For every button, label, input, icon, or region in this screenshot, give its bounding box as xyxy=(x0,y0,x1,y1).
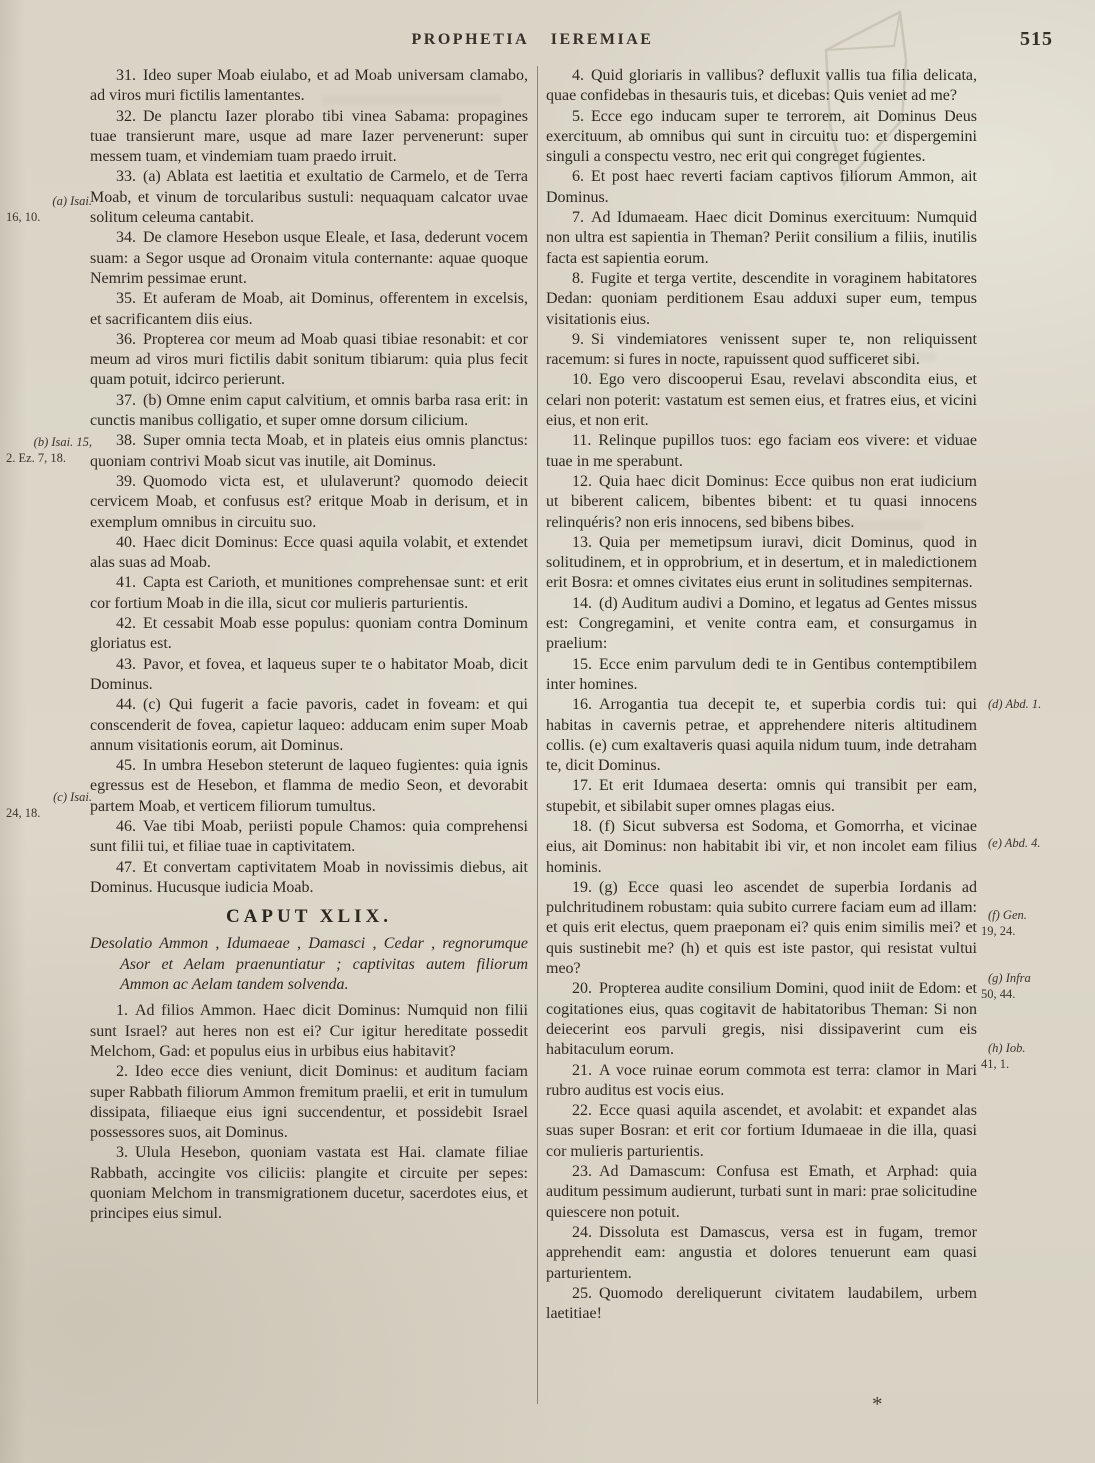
chapter-48-verses xyxy=(90,66,528,898)
verse-text: In umbra Hesebon steterunt de laqueo fugientes: quia ignis egressus est de Hesebon, et flamma de medio Seon, et devorabit partem Moab, et verticem filiorum tumultus. xyxy=(90,757,528,815)
verse-text: Ad filios Ammon. Haec dicit Dominus: Numquid non filii sunt Israel? aut heres non est ei? Cur igitur hereditate possedit Melchom, Gad: et populus eius in urbibus eius habitavit? xyxy=(90,1002,528,1060)
margin-note-f xyxy=(981,908,1091,939)
verse xyxy=(90,107,528,168)
verse-text: Et auferam de Moab, ait Dominus, offerentem in excelsis, et sacrificantem diis eius. xyxy=(90,290,528,328)
verse xyxy=(90,756,528,817)
verse xyxy=(90,858,528,899)
verse-number: 15. xyxy=(572,655,592,673)
margin-note-reference: 16, 10. xyxy=(6,209,41,224)
verse-text: Et convertam captivitatem Moab in novissimis diebus, ait Dominus. Hucusque iudicia Moab. xyxy=(90,858,528,896)
margin-note-reference: (a) Isai. xyxy=(52,194,92,208)
verse-number: 47. xyxy=(116,858,136,876)
verse xyxy=(546,1223,977,1284)
verse-text: Ecce ego inducam super te terrorem, ait Dominus Deus exercituum, ab omnibus qui sunt in circuitu tuo: et dispergemini singuli a conspectu vestro, nec erit qui congreget fugientes. xyxy=(546,107,977,166)
verse-number: 42. xyxy=(116,615,136,633)
verse-number: 44. xyxy=(116,696,136,714)
verse xyxy=(546,594,977,655)
chapter-summary: Desolatio Ammon , Idumaeae , Damasci , Cedar , regnorumque Asor et Aelam praenuntiatur ; captivitas autem filiorum Ammon ac Aelam tandem solvenda. xyxy=(90,935,528,994)
page-number: 515 xyxy=(1020,28,1053,50)
verse xyxy=(90,614,528,655)
verse-text: Et cessabit Moab esse populus: quoniam contra Dominum gloriatus est. xyxy=(90,615,528,653)
verse-text: A voce ruinae eorum commota est terra: clamor in Mari rubro auditus est vocis eius. xyxy=(546,1061,977,1099)
verse-text: Ulula Hesebon, quoniam vastata est Hai. clamate filiae Rabbath, accingite vos ciliciis: plangite et circuite per sepes: quoniam Melchom in transmigrationem ducetur, sacerdotes eius, et principes eius simul. xyxy=(90,1144,528,1223)
verse xyxy=(546,208,977,269)
verse-text: Haec dicit Dominus: Ecce quasi aquila volabit, et extendet alas suas ad Moab. xyxy=(90,533,528,572)
verse-text: Dissoluta est Damascus, versa est in fugam, tremor apprehendit eam: angustia et dolores tenuerunt eam quasi parturientem. xyxy=(546,1223,977,1282)
verse-number: 16. xyxy=(572,696,592,714)
verse-text: Quia per memetipsum iuravi, dicit Dominus, quod in solitudinem, et in opprobrium, et in desertum, et in maledictionem erit Bosra: et omnes civitates eius erunt in solitudines sempiternas. xyxy=(546,533,977,592)
verse-number: 2. xyxy=(116,1063,128,1081)
verse xyxy=(546,472,977,533)
verse-text: Relinque pupillos tuos: ego faciam eos vivere: et viduae tuae in me sperabunt. xyxy=(546,432,977,470)
verse-number: 14. xyxy=(572,594,592,612)
verse xyxy=(90,695,528,756)
verse-text: Capta est Carioth, et munitiones comprehensae sunt: et erit cor fortium Moab in die illa, sicut cor mulieris parturientis. xyxy=(90,574,528,612)
verse-number: 37. xyxy=(116,391,136,409)
margin-note-g xyxy=(981,971,1091,1002)
verse xyxy=(546,269,977,330)
verse xyxy=(90,431,528,472)
verse-number: 21. xyxy=(572,1061,592,1079)
verse-number: 11. xyxy=(572,432,592,450)
verse-text: Si vindemiatores venissent super te, non reliquissent racemum: si fures in nocte, rapuissent quod sufficeret sibi. xyxy=(546,330,977,369)
verse-number: 18. xyxy=(572,817,592,835)
verse-text: Ad Idumaeam. Haec dicit Dominus exercituum: Numquid non ultra est sapientia in Theman? Periit consilium a filiis, inutilis facta est sapientia eorum. xyxy=(546,209,977,267)
verse xyxy=(90,472,528,533)
margin-note-reference: 24, 18. xyxy=(6,805,41,820)
running-header xyxy=(90,28,1053,50)
margin-note-reference: 41, 1. xyxy=(981,1056,1010,1071)
margin-note-b xyxy=(6,435,92,466)
verse-number: 23. xyxy=(572,1163,592,1181)
verse-text: Quomodo dereliquerunt civitatem laudabilem, urbem laetitiae! xyxy=(546,1284,977,1323)
verse xyxy=(90,817,528,858)
verse-text: Propterea audite consilium Domini, quod iniit de Edom: et cogitationes eius, quas cogitavit de habitatoribus Theman: Si non deiecerint eos parvuli gregis, nisi dissipaverint cum eis habitaculum eorum. xyxy=(546,980,977,1059)
verse-number: 33. xyxy=(116,168,136,186)
verse xyxy=(546,330,977,371)
verse-number: 38. xyxy=(116,432,136,450)
chapter-49-verses-left xyxy=(90,1001,528,1224)
verse-text: Quid gloriaris in vallibus? defluxit vallis tua filia delicata, quae confidebas in thesauris tuis, et dicebas: Quis veniet ad me? xyxy=(546,67,977,105)
margin-note-reference: 19, 24. xyxy=(981,923,1016,938)
verse-text: Et post haec reverti faciam captivos filiorum Ammon, ait Dominus. xyxy=(546,168,977,206)
verse xyxy=(546,776,977,817)
verse-text: Quia haec dicit Dominus: Ecce quibus non erat iudicium ut biberent calicem, bibentes bibent: et tu quasi innocens relinquéris? non eris innocens, sed bibens bibes. xyxy=(546,472,977,531)
verse xyxy=(546,1101,977,1162)
verse-number: 24. xyxy=(572,1223,592,1241)
verse-text: Vae tibi Moab, periisti popule Chamos: quia comprehensi sunt filii tui, et filiae tuae in captivitatem. xyxy=(90,817,528,856)
verse-number: 9. xyxy=(572,330,584,348)
margin-note-reference: (e) Abd. 4. xyxy=(988,836,1041,850)
margin-note-reference: (d) Abd. 1. xyxy=(988,697,1042,711)
verse-number: 43. xyxy=(116,655,136,673)
verse-text: Ego vero discooperui Esau, revelavi abscondita eius, et celari non poterit: vastatum est semen eius, et fratres eius, et vicini eius, et non erit. xyxy=(546,371,977,430)
verse-number: 35. xyxy=(116,290,136,308)
verse xyxy=(546,1284,977,1325)
verse-number: 4. xyxy=(572,67,584,84)
verse xyxy=(546,979,977,1060)
margin-note-reference: (c) Isai. xyxy=(53,790,92,804)
margin-note-reference: 2. Ez. 7, 18. xyxy=(6,450,67,465)
verse xyxy=(90,573,528,614)
margin-note-reference: (b) Isai. 15, xyxy=(33,435,92,449)
verse-text: (d) Auditum audivi a Domino, et legatus ad Gentes missus est: Congregamini, et venite contra eam, et consurgamus in praelium: xyxy=(546,594,977,653)
chapter-heading: CAPUT XLIX. xyxy=(225,906,393,928)
verse-text: Ad Damascum: Confusa est Emath, et Arphad: quia auditum pessimum audierunt, turbati sunt in mari: prae solicitudine quiescere non potuit. xyxy=(546,1163,977,1221)
verse xyxy=(90,391,528,432)
verse xyxy=(546,878,977,979)
verse-number: 13. xyxy=(572,533,592,551)
verse-number: 1. xyxy=(116,1002,128,1020)
verse xyxy=(90,289,528,330)
verse-text: Quomodo victa est, et ululaverunt? quomodo deiecit cervicem Moab, et confusus est? eritque Moab in derisum, et in exemplum omnibus in circuitu suo. xyxy=(90,472,528,531)
verse xyxy=(90,66,528,107)
margin-note-reference: (h) Iob. xyxy=(988,1041,1026,1055)
verse-text: (a) Ablata est laetitia et exultatio de Carmelo, et de Terra Moab, et vinum de torcularibus sustuli: nequaquam calcator uvae solitum celeuma cantabit. xyxy=(90,168,528,227)
verse-number: 34. xyxy=(116,229,136,247)
verse-number: 3. xyxy=(116,1144,128,1162)
verse-number: 22. xyxy=(572,1102,592,1120)
verse-text: Et erit Idumaea deserta: omnis qui transibit per eam, stupebit, et sibilabit super omnes plagas eius. xyxy=(546,777,977,815)
margin-note-reference: (f) Gen. xyxy=(988,908,1027,922)
verse-text: De clamore Hesebon usque Eleale, et Iasa, dederunt vocem suam: a Segor usque ad Oronaim vitula conternante: aquae quoque Nemrim pessimae erunt. xyxy=(90,229,528,287)
verse-text: Ideo ecce dies veniunt, dicit Dominus: et auditum faciam super Rabbath filiorum Ammon fremitum praelii, et erit in tumulum dissipata, filiaeque eius igni succendentur, et possidebit Israel possessores suos, ait Dominus. xyxy=(90,1063,528,1142)
verse xyxy=(90,1062,528,1143)
verse-text: Pavor, et fovea, et laqueus super te o habitator Moab, dicit Dominus. xyxy=(90,655,528,693)
margin-note-h xyxy=(981,1041,1091,1072)
verse-number: 36. xyxy=(116,330,136,348)
verse-text: Ecce quasi aquila ascendet, et avolabit: et expandet alas suas super Bosran: et erit cor fortium Idumaeae in die illa, quasi cor mulieris parturientis. xyxy=(546,1102,977,1160)
verse-number: 10. xyxy=(572,371,592,389)
verse-number: 19. xyxy=(572,878,592,896)
verse-number: 46. xyxy=(116,817,136,835)
verse-text: (c) Qui fugerit a facie pavoris, cadet in foveam: et qui conscenderit de fovea, capietur laqueo: adducam enim super Moab annum visitationis eorum, ait Dominus. xyxy=(90,696,528,754)
verse-number: 12. xyxy=(572,472,592,490)
verse-text: Propterea cor meum ad Moab quasi tibiae resonabit: et cor meum ad viros muri fictilis dabit sonitum tibiarum: quia plus fecit quam potuit, idcirco perierunt. xyxy=(90,330,528,389)
margin-note-d xyxy=(981,697,1091,713)
verse-text: Ideo super Moab eiulabo, et ad Moab universam clamabo, ad viros muri fictilis lamentantes. xyxy=(90,67,528,105)
right-text-column xyxy=(546,66,977,1324)
verse xyxy=(90,1143,528,1224)
verse xyxy=(546,370,977,431)
verse-number: 20. xyxy=(572,980,592,998)
margin-note-reference: (g) Infra xyxy=(988,971,1031,985)
verse xyxy=(90,228,528,289)
verse-number: 8. xyxy=(572,269,584,287)
verse xyxy=(546,695,977,776)
verse xyxy=(546,1061,977,1102)
left-text-column xyxy=(90,66,528,1225)
verse xyxy=(546,107,977,168)
verse-text: (f) Sicut subversa est Sodoma, et Gomorrha, et vicinae eius, ait Dominus: non habitabit ibi vir, et non incolet eam filius hominis. xyxy=(546,817,977,876)
verse-text: Arrogantia tua decepit te, et superbia cordis tui: qui habitas in cavernis petrae, et apprehendere niteris altitudinem collis. (e) cum exaltaveris quasi aquila nidum tuum, inde detraham te, dicit Dominus. xyxy=(546,696,977,775)
verse xyxy=(546,431,977,472)
verse xyxy=(546,655,977,696)
chapter-49-verses-right xyxy=(546,66,977,1324)
verse xyxy=(90,1001,528,1062)
verse-text: (b) Omne enim caput calvitium, et omnis barba rasa erit: in cunctis manibus colligatio, et super omne dorsum cilicium. xyxy=(90,391,528,430)
margin-note-a xyxy=(6,194,92,225)
margin-note-c xyxy=(6,790,92,821)
verse-number: 7. xyxy=(572,209,584,227)
verse xyxy=(90,655,528,696)
verse-number: 25. xyxy=(572,1284,592,1302)
verse-number: 39. xyxy=(116,472,136,490)
verse-number: 5. xyxy=(572,107,584,125)
verse-text: Super omnia tecta Moab, et in plateis eius omnis planctus: quoniam contrivi Moab sicut vas inutile, ait Dominus. xyxy=(90,432,528,470)
verse xyxy=(546,1162,977,1223)
verse-number: 32. xyxy=(116,107,136,125)
verse xyxy=(546,167,977,208)
verse-text: Ecce enim parvulum dedi te in Gentibus contemptibilem inter homines. xyxy=(546,655,977,693)
verse xyxy=(90,167,528,228)
verse-number: 40. xyxy=(116,533,136,551)
verse-number: 6. xyxy=(572,168,584,186)
verse xyxy=(90,533,528,574)
column-divider-rule xyxy=(537,66,538,1404)
verse-number: 45. xyxy=(116,757,136,775)
verse-number: 41. xyxy=(116,574,136,592)
verse-text: De planctu Iazer plorabo tibi vinea Sabama: propagines tuae transierunt mare, usque ad mare Iazer pervenerunt: super messem tuam, et vindemiam tuam praedo irruit. xyxy=(90,107,528,166)
margin-note-e xyxy=(981,836,1091,852)
verse-number: 17. xyxy=(572,777,592,795)
verse-number: 31. xyxy=(116,67,136,84)
verse xyxy=(90,330,528,391)
verse-text: Fugite et terga vertite, descendite in voraginem habitatores Dedan: quoniam perditionem Esau adduxi super eum, tempus visitationis eius. xyxy=(546,269,977,328)
verse xyxy=(546,66,977,107)
section-end-asterisk: * xyxy=(872,1392,883,1416)
verse xyxy=(546,533,977,594)
margin-note-reference: 50, 44. xyxy=(981,986,1016,1001)
verse xyxy=(546,817,977,878)
page-header-title: PROPHETIA IEREMIAE xyxy=(411,31,654,48)
verse-text: (g) Ecce quasi leo ascendet de superbia Iordanis ad pulchritudinem robustam: quia subito currere faciam eum ad illam: et quis erit electus, quem praeponam ei? quis enim similis mei? et quis sustinebit me? (h) et quis est iste pastor, qui resistat vultui meo? xyxy=(546,878,977,978)
